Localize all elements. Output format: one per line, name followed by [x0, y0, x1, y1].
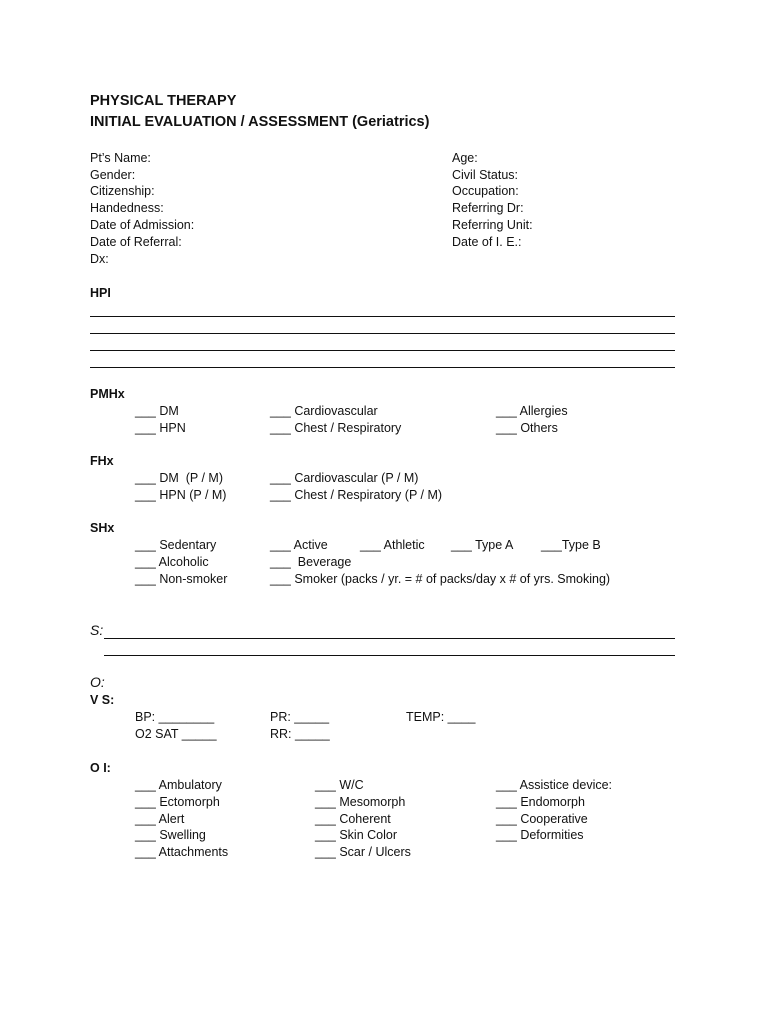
- shx-non-smoker-option[interactable]: ___ Non-smoker: [135, 572, 228, 586]
- shx-type-a-option[interactable]: ___ Type A: [451, 538, 514, 552]
- fhx-chest-respiratory-option[interactable]: ___ Chest / Respiratory (P / M): [270, 488, 443, 502]
- oi-assistive-device-option[interactable]: ___ Assistice device:: [496, 778, 613, 792]
- pmhx-dm-option[interactable]: ___ DM: [135, 404, 179, 418]
- vital-signs-heading: V S:: [90, 693, 115, 707]
- oi-ectomorph-option[interactable]: ___ Ectomorph: [135, 795, 220, 809]
- shx-alcoholic-option[interactable]: ___ Alcoholic: [135, 555, 209, 569]
- citizenship-label: Citizenship:: [90, 184, 155, 198]
- bp-field[interactable]: BP: ________: [135, 710, 215, 724]
- oi-heading: O I:: [90, 761, 111, 775]
- hpi-line[interactable]: [90, 333, 675, 334]
- oi-coherent-option[interactable]: ___ Coherent: [315, 812, 391, 826]
- form-title-line-1: PHYSICAL THERAPY: [90, 93, 237, 109]
- date-of-referral-label: Date of Referral:: [90, 235, 182, 249]
- oi-deformities-option[interactable]: ___ Deformities: [496, 828, 584, 842]
- patient-name-label: Pt’s Name:: [90, 151, 151, 165]
- date-of-admission-label: Date of Admission:: [90, 218, 195, 232]
- form-title-line-2: INITIAL EVALUATION / ASSESSMENT (Geriatrics): [90, 114, 430, 130]
- oi-wc-option[interactable]: ___ W/C: [315, 778, 364, 792]
- handedness-label: Handedness:: [90, 201, 164, 215]
- oi-endomorph-option[interactable]: ___ Endomorph: [496, 795, 585, 809]
- fhx-heading: FHx: [90, 454, 114, 468]
- shx-heading: SHx: [90, 521, 115, 535]
- oi-attachments-option[interactable]: ___ Attachments: [135, 845, 229, 859]
- hpi-line[interactable]: [90, 350, 675, 351]
- diagnosis-label: Dx:: [90, 252, 109, 266]
- shx-beverage-option[interactable]: ___ Beverage: [270, 555, 352, 569]
- referring-dr-label: Referring Dr:: [452, 201, 524, 215]
- o2-sat-field[interactable]: O2 SAT _____: [135, 727, 217, 741]
- date-of-ie-label: Date of I. E.:: [452, 235, 522, 249]
- shx-sedentary-option[interactable]: ___ Sedentary: [135, 538, 217, 552]
- hpi-line[interactable]: [90, 367, 675, 368]
- objective-label: O:: [90, 674, 105, 690]
- pmhx-chest-respiratory-option[interactable]: ___ Chest / Respiratory: [270, 421, 402, 435]
- fhx-hpn-option[interactable]: ___ HPN (P / M): [135, 488, 227, 502]
- rr-field[interactable]: RR: _____: [270, 727, 330, 741]
- hpi-heading: HPI: [90, 286, 111, 300]
- subjective-label: S:: [90, 622, 104, 638]
- gender-label: Gender:: [90, 168, 136, 182]
- fhx-cardiovascular-option[interactable]: ___ Cardiovascular (P / M): [270, 471, 419, 485]
- pr-field[interactable]: PR: _____: [270, 710, 330, 724]
- shx-active-option[interactable]: ___ Active: [270, 538, 328, 552]
- occupation-label: Occupation:: [452, 184, 519, 198]
- shx-smoker-option[interactable]: ___ Smoker (packs / yr. = # of packs/day x # of yrs. Smoking): [270, 572, 611, 586]
- oi-alert-option[interactable]: ___ Alert: [135, 812, 185, 826]
- temp-field[interactable]: TEMP: ____: [406, 710, 476, 724]
- pmhx-allergies-option[interactable]: ___ Allergies: [496, 404, 568, 418]
- civil-status-label: Civil Status:: [452, 168, 518, 182]
- oi-ambulatory-option[interactable]: ___ Ambulatory: [135, 778, 222, 792]
- pmhx-hpn-option[interactable]: ___ HPN: [135, 421, 186, 435]
- referring-unit-label: Referring Unit:: [452, 218, 533, 232]
- shx-type-b-option[interactable]: ___Type B: [541, 538, 601, 552]
- subjective-line[interactable]: [104, 655, 675, 656]
- hpi-line[interactable]: [90, 316, 675, 317]
- oi-scar-ulcers-option[interactable]: ___ Scar / Ulcers: [315, 845, 411, 859]
- subjective-line[interactable]: [104, 638, 675, 639]
- pmhx-others-option[interactable]: ___ Others: [496, 421, 558, 435]
- oi-cooperative-option[interactable]: ___ Cooperative: [496, 812, 588, 826]
- age-label: Age:: [452, 151, 478, 165]
- oi-mesomorph-option[interactable]: ___ Mesomorph: [315, 795, 406, 809]
- pmhx-cardiovascular-option[interactable]: ___ Cardiovascular: [270, 404, 378, 418]
- shx-athletic-option[interactable]: ___ Athletic: [360, 538, 425, 552]
- oi-skin-color-option[interactable]: ___ Skin Color: [315, 828, 397, 842]
- oi-swelling-option[interactable]: ___ Swelling: [135, 828, 206, 842]
- pmhx-heading: PMHx: [90, 387, 125, 401]
- fhx-dm-option[interactable]: ___ DM (P / M): [135, 471, 223, 485]
